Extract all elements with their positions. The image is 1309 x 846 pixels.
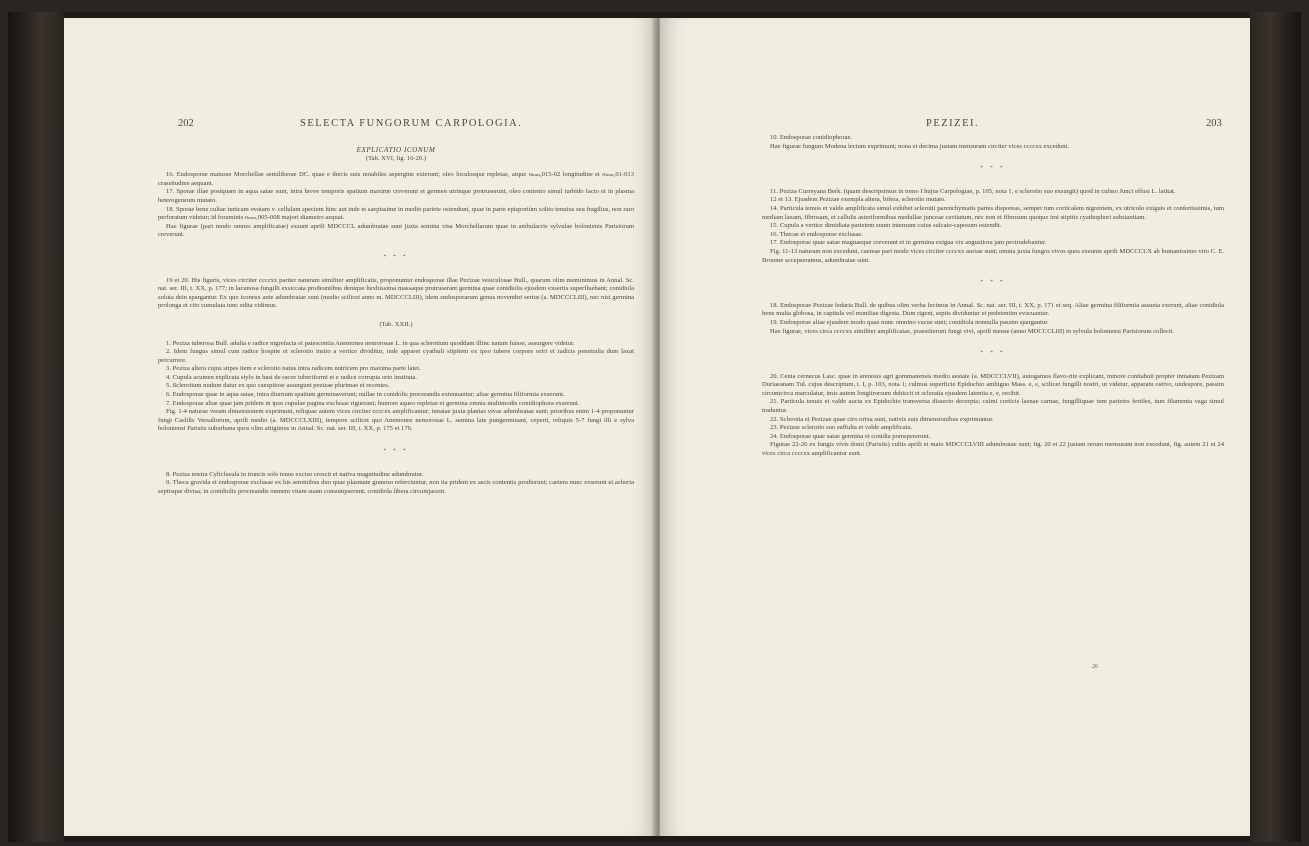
section-separator: * * * [383, 449, 409, 455]
section-separator: * * * [980, 166, 1006, 172]
book-edge-right [1250, 12, 1301, 842]
book-spread [8, 12, 1301, 842]
right-running-head: PEZIZEI. [926, 118, 980, 129]
paragraph: 11. Peziza Curreyana Berk. (quam descripsimus in tomo I hujus Carpologiae, p. 105, nota 1, e sclerotio suo exsurgit) quod in culmo Junci effusi L. latitat. [770, 187, 1176, 195]
plate-label: (Tab. XXII.) [379, 320, 413, 328]
paragraph: 23. Pezizae sclerotio suo suffulta et valde amplificata. [770, 424, 913, 432]
paragraph: 9. Theca gravida et endosporae exclusae ex his seminibus duo quae plasmate granoso referciuntur, non ita pridem ex ascis contentis prodierunt; caetera nunc exserunt et acheria septisque divisa; in conidiolis procreandis omnem vitam suam consumpserunt; conidiola libera circumjacent. [158, 479, 634, 495]
paragraph: 8. Peziza nostra Cyliclusula in truncis solo tenus exciso crescit et nativa magnitudine adumbratur. [166, 470, 424, 478]
paragraph: Hae figurae, vices circa ccccxx similiter amplificatae, praestiterunt fungi vivi, aprili mense (anno MDCCCLIII) in sylvula boloniensi Parisiorum collecti. [770, 327, 1175, 335]
section-separator: * * * [980, 280, 1006, 286]
paragraph: Hae figurae fungum Modena lectum exprimunt; nona et decima justam mensuram circiter vices ccccxx excedunt. [770, 142, 1069, 150]
right-page-number: 203 [1206, 118, 1222, 129]
paragraph: Figurae 22-26 ex fungis vivis domi (Parisiis) cultis aprili et maio MDCCCLVIII adumbratae sunt; fig. 20 et 22 justam rerum mensuram non excedunt, fig. autem 21 et 24 vices circa ccccxx amplificantur sunt. [762, 441, 1224, 458]
paragraph: 14. Particula tenuis et valde amplificata simul exhibet sclerotii parenchymatis partes disporeas, semper tum corticalem nigrentem, ex utriculo exiguis et confertissimis, tum mediam laxam, fibrosam, et callulis asteriformibus medullae junceae cavitatum, nec non et fibrosum quoque imi stipitis cyathophori substantiam. [762, 204, 1224, 221]
paragraph: 19. Endosporae aliae ejusdem modo quae nunc omnino vacue sunt; conidiola nonnulla passim spargantur. [770, 318, 1049, 326]
paragraph: 22. Sclerotia et Pezizae quae ciro orixa sunt, nativis suis dimensionibus exprimuntur. [770, 415, 994, 423]
paragraph: 12 et 13. Ejusdem Pezizae exempla altera, bifera, sclerotio mutato. [770, 196, 946, 204]
paragraph: 6. Endosporae quae in aqua satae, intra diurnum spatium germinaverunt; nullae in conidolis procreandis extenuantur; aliae germina filiformia exserunt. [166, 391, 565, 399]
paragraph: 5. Sclerotium nudum datur ex quo caespitose assurgunt pezizae plurimae et recentes. [166, 382, 390, 390]
paragraph: 3. Peziza altera cujus stipes item e sclerotio natus intra radicem nutricem pro maxima parte latet. [166, 365, 421, 373]
left-running-head: SELECTA FUNGORUM CARPOLOGIA. [300, 118, 523, 129]
signature-mark: 26 [1092, 664, 1098, 670]
paragraph: 16. Thecae et endosporae exclusae. [770, 230, 863, 238]
explicatio-subheading: (Tab. XVI, fig. 16-20.) [365, 154, 427, 162]
paragraph: 2. Idem fungus simul cum radice hospite et sclerotio insito a vertice dividitur, inde apparet cyathuli stipitem ex ipso tubere corpore oriri et radicis penetralia dum laxat percurrere. [158, 348, 634, 364]
right-page [660, 18, 1250, 836]
paragraph: 1. Peziza tuberosa Bull. adulta e radice nigrefacta et patescentia Anemones nemorosae L. in qua sclerotium quoddam illinc natum fuisse, assurgere videtur. [166, 339, 575, 347]
paragraph: 17. Endosporae quae satae magnaeque creverant et in germina exigua vix angustiora jam protrudebantur. [770, 239, 1047, 247]
right-page-body [762, 134, 1224, 459]
paragraph: Fig. 1-4 naturae veram dimensionem exprimunt, reliquae autem vices circiter ccccxx amplificantur; innatae juxta plantas vivas adumbratae sunt; prioribus enim 1-4 proponuntur fungi Caslilis Versaliorum, aprili medio (a. MDCCCLXIII), tempore scilicet quo Anemones nemorosae L. semina late pungerminant, ceperti, reliquis 5-7 fungi illi e sylva boloniensi Parisiis suburbana quos olim attigimus in Annal. Sc. nat. ser. III, t. XX, p. 175 et 176. [158, 408, 634, 433]
paragraph: 10. Endosporae conidiophorae. [770, 134, 853, 141]
paragraph: 18. Endosporae Pezizae ledaria Bull. de quibus olim verba fecimus in Annal. Sc. nat. ser. III, t. XX, p. 171 et seq. Aliae germina filiformia assueta exerunt, aliae conidiola bene multa globosa, in capitula vel moniliae digesta. Dum rigent, septis dividuntur et pedetentim evacuantur. [762, 301, 1224, 318]
paragraph: 20. Cenia cernecus Lasc. quae in arenosis agri gommanensis medio aestate (a. MDCCCLVII), autogamos flavo-rite explicant, minore conitabuit propter inmatam Pezizam Duriaeanam Tul. cujus descriptum, t. I, p. 103, nota 1; culmus superficie Epidochio ambiguo Mass. e, e, scilicet fungilli nostri, ut videtur, apparatu ostivo, undespore, passim circumcirca marculatur, imis autem longitrorsum dehiscit et scleratia ejusdem latentia e, e, recibit. [762, 372, 1224, 397]
paragraph: 19 et 20. His figuris, vices circiter ccccxx pariter naturam similiter amplificatis, proponuntur endosporae illae Pezizae vesiculosae Bull., quarum olim meminimus in Annal. Sc. nat. ser. III, t. XX, p. 177; in lacunosa fungilli exsiccata prodeuntibus denique hexhissima massaque protruserant germina quae conidiolis ejusdem exsertis superfluebant; conidiola soluta dein spargantur. Ex quo iconesx ante adumbratae sunt (medio scilicet anno m. MDCCCLIII), idem endosporarum genus novembri serius (a. MDCCCLIII), nec nisi germina prolonga et cito cumulata tunc edita vidimus. [158, 276, 634, 310]
section-separator: * * * [980, 351, 1006, 357]
paragraph: Hae figurae (pari modo omnes amplificatae) exsunt aprili MDCCCL adumbratae sunt juxta semina visa Morchellarum quae in ambulacris sylvulae bolonienis Parisiorum creverunt. [158, 222, 634, 239]
paragraph: 4. Cupula acumen explicata stylo in basi de racee tuberiformi et e radice corrupta orto instituta. [166, 373, 418, 381]
paragraph: 17. Sporae illae postquam in aqua satae sunt, intra breve temporis spatium maxime creverunt et germen utrinque protruserunt, oleo contento simul turbido facto et in plasma heterogeneum mutato. [158, 188, 634, 204]
left-page-number: 202 [178, 118, 194, 129]
paragraph: 7. Endosporae aliae quae jam pridem in ipso cupulae pagina exclusae riguerant; humore aqueo repletae et germina omnia multimodis conidiophora exserunt. [166, 399, 580, 407]
paragraph: Fig. 11-13 naturam non excedunt, caeteae pari modo vices circiter ccccxx auctae sunt; omnia juxta fungos vivos quos exeunte aprili MDCCCLX ab humanissimo viro C. E. Broome accepseramus, adumbratae sunt. [762, 247, 1224, 264]
paragraph: 24. Endosporae quae satae germina et conidia pomspererunt. [770, 432, 931, 440]
paragraph: 15. Cupula a vertice dimidiata parietem suum internum cuius sulcato-caposum ostendit. [770, 222, 1002, 230]
section-separator: * * * [383, 254, 409, 260]
book-edge-left [8, 12, 64, 842]
paragraph: 18. Sporae bene cultae tunicam ovatam v. cellulam speciem hinc aut inde et saepissime in medio pariete ostendunt, quae in parte episporiùm solito tenuius seu fragilius, non raro perforatum videtur; id foraminis oₘₘ,005-008 majori diametro aequat. [158, 205, 634, 222]
left-page [64, 18, 656, 836]
left-page-body [158, 146, 634, 496]
explicatio-heading: EXPLICATIO ICONUM [356, 146, 436, 154]
paragraph: 21. Particula tenuis et valde aucta ex Epidochio transversa dissecto decerpta; culmi corticis laenae carnae, fungilliquae tum parietes fertiles, tum filamenta vaga simul traduntur. [762, 398, 1224, 415]
paragraph: 16. Endosporae maturae Morchellae semiliberae DC. quae e thecis suis notabiles aspergine exierunt; oleo loculosque repletae, atque oₘₘ,015-02 longitudine et oₘₘ,01-013 crassitudine aequant. [158, 171, 634, 187]
